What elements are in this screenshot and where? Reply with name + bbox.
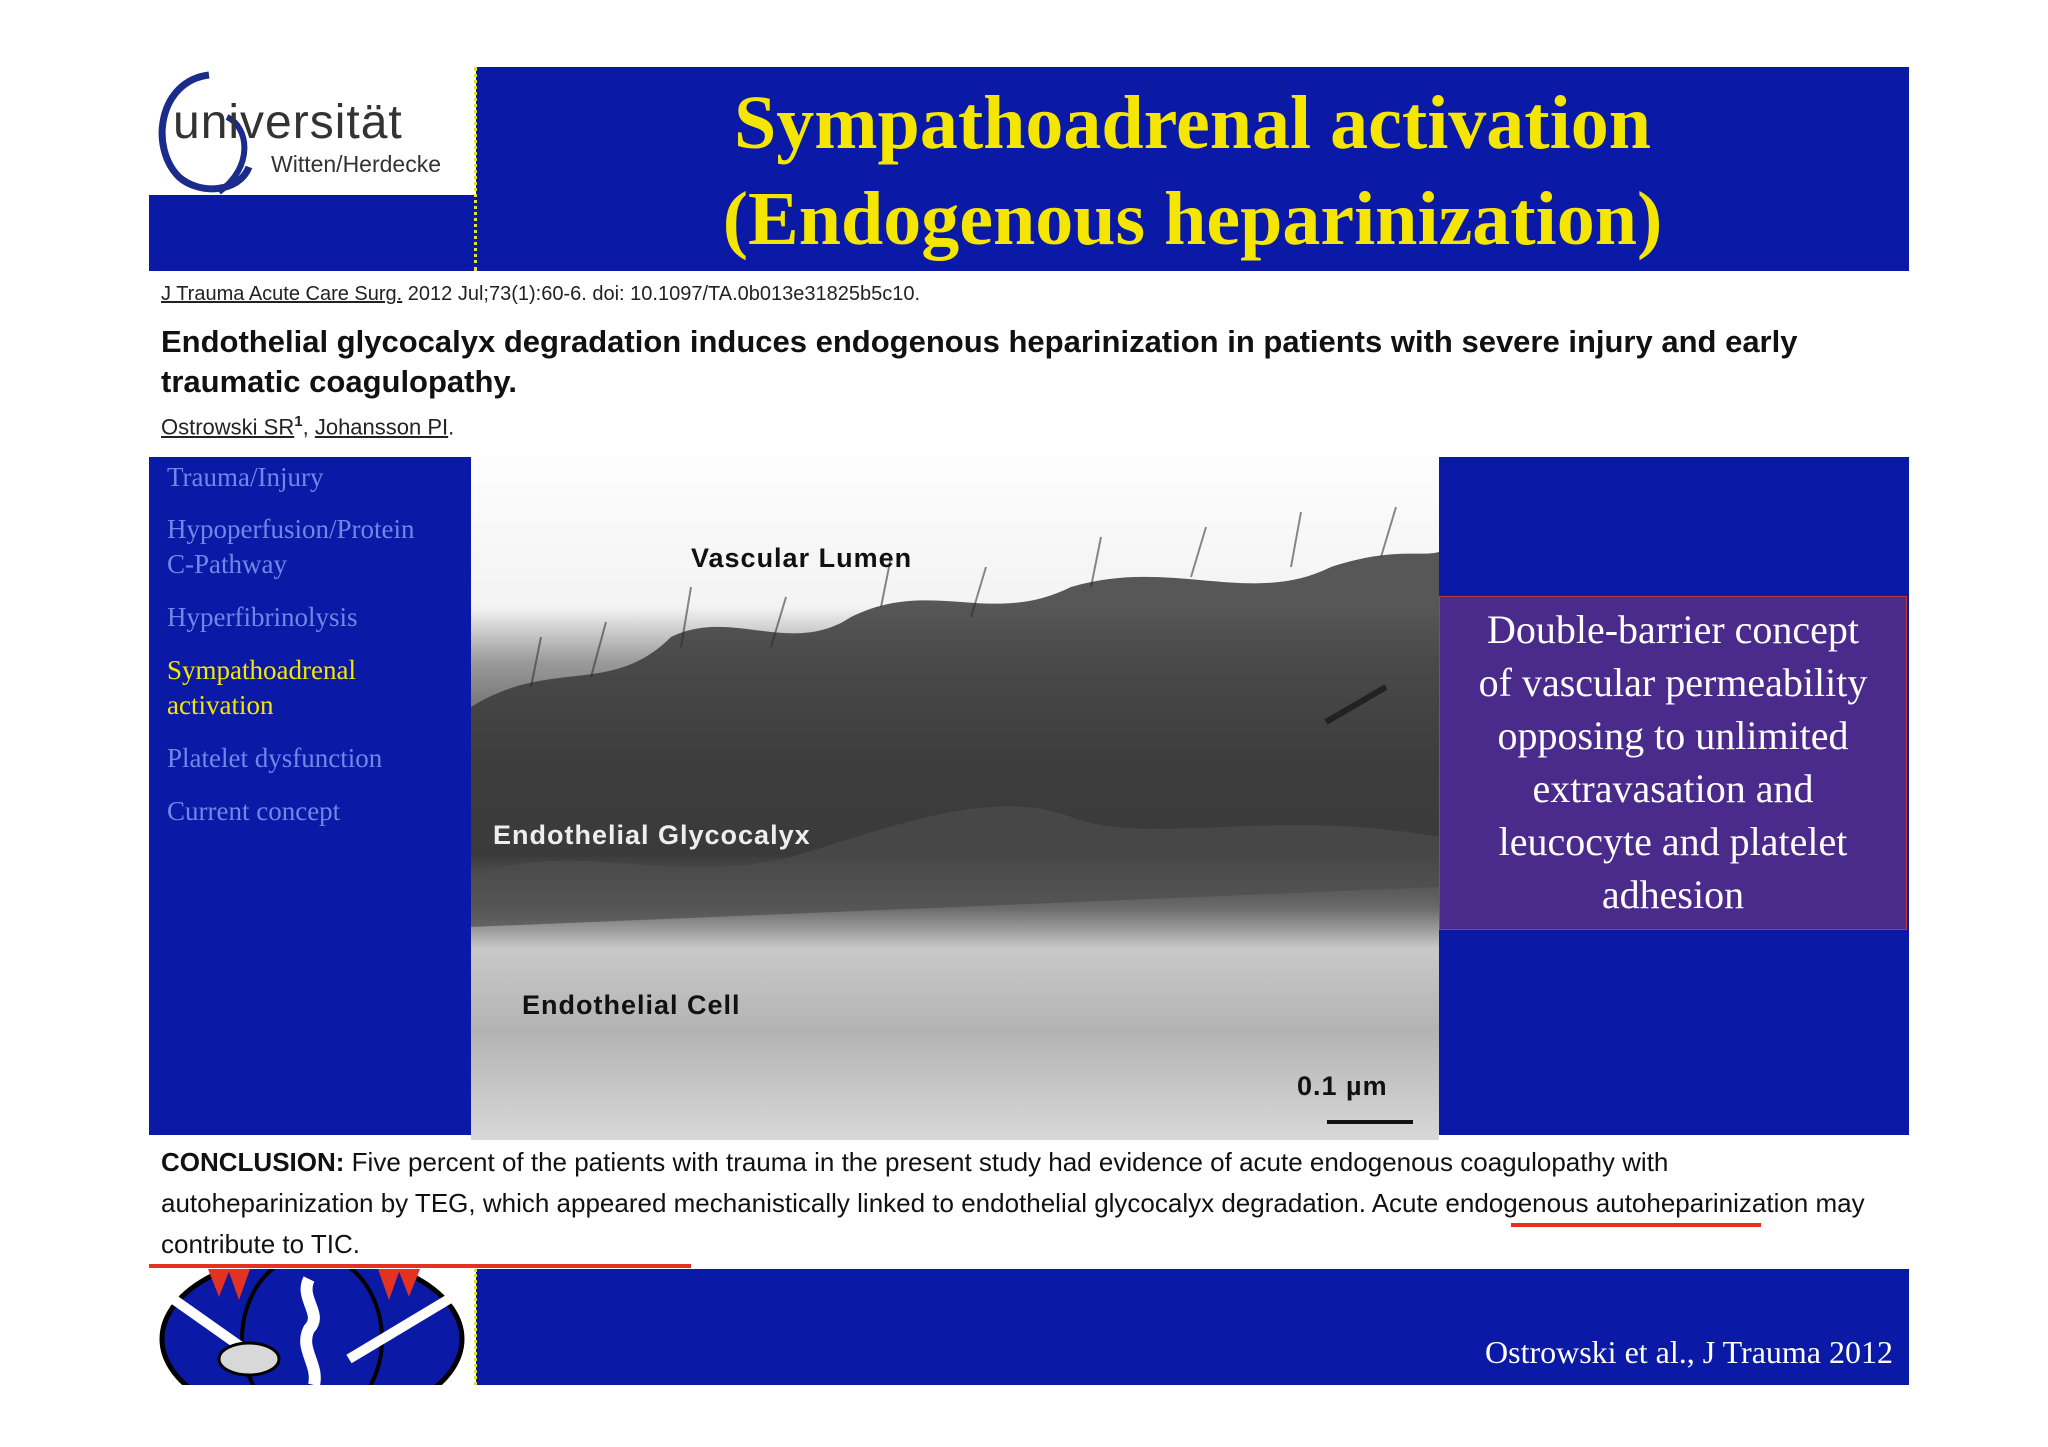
nav-item-trauma[interactable] [167, 460, 324, 495]
nav-item-current-concept[interactable] [167, 794, 340, 829]
slide-title-line2: (Endogenous heparinization) [722, 177, 1663, 261]
journal-link[interactable]: J Trauma Acute Care Surg. [161, 283, 403, 305]
label-endothelial-cell: Endothelial Cell [522, 990, 741, 1020]
concept-line: of vascular permeability [1478, 660, 1868, 705]
label-vascular-lumen: Vascular Lumen [691, 543, 913, 573]
slide-title-line1: Sympathoadrenal activation [733, 81, 1651, 165]
logo-wordmark: universität [173, 96, 403, 149]
conclusion-text: Five percent of the patients with trauma in the present study had evidence of acute endogenous coagulopathy with autoheparinization by TEG, which appeared mechanistically linked to endothelial glycocalyx degradation. Acute endogenous autoheparinization may contribute to TIC. [161, 1147, 1865, 1259]
department-logo [149, 1269, 476, 1385]
university-logo [149, 67, 476, 195]
nav-item-hypoperfusion[interactable] [167, 512, 414, 582]
slide-title [476, 75, 1909, 267]
nav-item-label: Hyperfibrinolysis [167, 602, 358, 632]
authors [161, 413, 454, 440]
concept-line: extravasation and [1532, 766, 1814, 811]
nav-item-hyperfibrinolysis[interactable] [167, 600, 357, 635]
author-separator: , [302, 414, 315, 440]
author-end: . [448, 414, 455, 440]
citation [161, 283, 920, 306]
nav-item-platelet[interactable] [167, 741, 382, 776]
article-title: Endothelial glycocalyx degradation induces endogenous heparinization in patients with severe injury and early traumatic coagulopathy. [161, 324, 1798, 399]
label-endothelial-glycocalyx: Endothelial Glycocalyx [493, 820, 811, 850]
footer-reference: Ostrowski et al., J Trauma 2012 [1485, 1334, 1893, 1370]
nav-item-label: Trauma/Injury [167, 462, 324, 492]
nav-item-label: Sympathoadrenal [167, 655, 356, 685]
conclusion [161, 1142, 1881, 1265]
logo-subtitle: Witten/Herdecke [271, 151, 442, 177]
concept-line: opposing to unlimited [1497, 713, 1849, 758]
nav-item-label: Platelet dysfunction [167, 743, 383, 773]
nav-item-label: C-Pathway [167, 549, 287, 579]
scale-bar-label: 0.1 µm [1297, 1071, 1388, 1101]
micrograph-texture [471, 457, 1439, 1140]
concept-box [1439, 596, 1907, 930]
nav-item-label: activation [167, 690, 274, 720]
conclusion-label: CONCLUSION: [161, 1147, 345, 1177]
logo-strip [149, 195, 476, 271]
author-affiliation: 1 [294, 413, 303, 430]
nav-item-label: Current concept [167, 796, 341, 826]
citation-details: 2012 Jul;73(1):60-6. doi: 10.1097/TA.0b013e31825b5c10. [402, 283, 921, 305]
electron-micrograph [471, 457, 1439, 1140]
highlight-underline-1 [1511, 1223, 1761, 1227]
author-link-1[interactable]: Ostrowski SR [161, 414, 295, 440]
department-emblem-icon [149, 1269, 476, 1385]
nav-item-label: Hypoperfusion/Protein [167, 514, 415, 544]
concept-line: Double-barrier concept [1486, 607, 1860, 652]
footer-divider [474, 1269, 477, 1385]
highlight-underline-2 [149, 1264, 691, 1268]
nav-item-sympathoadrenal[interactable] [167, 653, 356, 723]
author-link-2[interactable]: Johansson PI [314, 414, 449, 440]
concept-line: leucocyte and platelet [1498, 819, 1848, 864]
concept-line: adhesion [1601, 872, 1745, 917]
